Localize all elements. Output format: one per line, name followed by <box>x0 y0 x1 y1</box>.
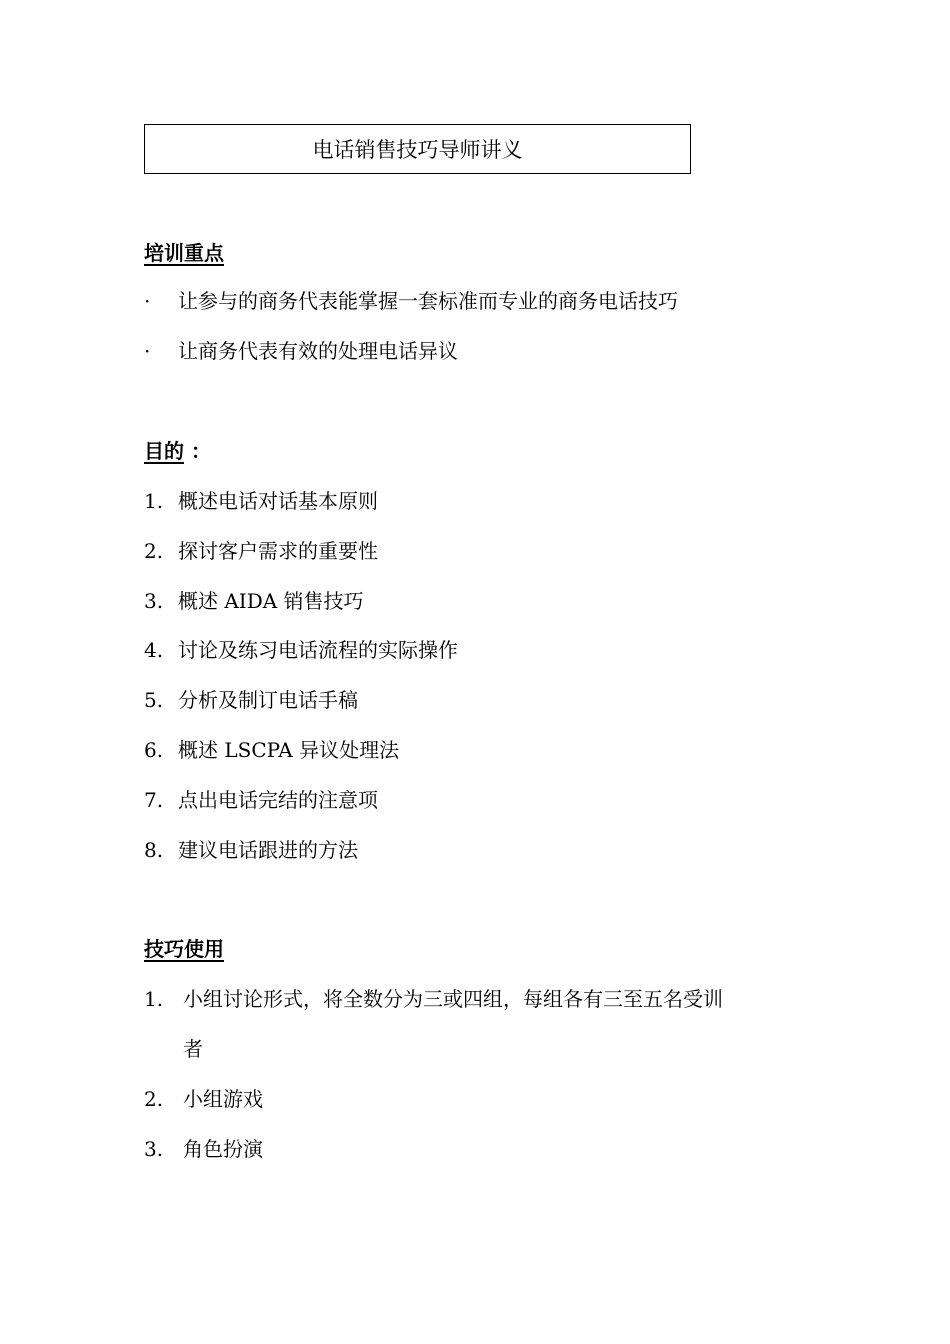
document-title: 电话销售技巧导师讲义 <box>312 138 523 162</box>
techniques-heading-text: 技巧使用 <box>144 937 224 961</box>
purpose-item-text: 探讨客户需求的重要性 <box>178 539 378 563</box>
bullet-mark: · <box>144 289 151 313</box>
item-number: 1. <box>144 489 164 513</box>
purpose-item-text: 概述 AIDA 销售技巧 <box>178 589 364 613</box>
focus-heading <box>144 240 224 266</box>
item-number: 3. <box>144 589 164 613</box>
item-number: 5. <box>144 688 164 712</box>
focus-heading-text: 培训重点 <box>144 241 224 265</box>
item-number: 6. <box>144 738 164 762</box>
focus-item-text: 让商务代表有效的处理电话异议 <box>178 339 458 363</box>
purpose-heading <box>144 438 211 464</box>
item-number: 3. <box>144 1137 164 1161</box>
technique-item-text: 小组讨论形式，将全数分为三或四组，每组各有三至五名受训 <box>183 987 723 1011</box>
item-number: 4. <box>144 638 164 662</box>
technique-item-text: 小组游戏 <box>183 1087 263 1111</box>
item-number: 2. <box>144 539 164 563</box>
bullet-mark: · <box>144 339 151 363</box>
technique-item-text: 角色扮演 <box>183 1137 263 1161</box>
item-number: 1. <box>144 987 164 1011</box>
techniques-heading <box>144 936 224 962</box>
purpose-item-text: 建议电话跟进的方法 <box>178 838 358 862</box>
purpose-item-text: 概述 LSCPA 异议处理法 <box>178 738 400 762</box>
purpose-item-text: 分析及制订电话手稿 <box>178 688 358 712</box>
document-title-box <box>144 124 691 174</box>
purpose-item-text: 点出电话完结的注意项 <box>178 788 378 812</box>
purpose-heading-text: 目的 <box>144 439 184 463</box>
item-number: 2. <box>144 1087 164 1111</box>
focus-item-text: 让参与的商务代表能掌握一套标准而专业的商务电话技巧 <box>178 289 678 313</box>
purpose-item-text: 讨论及练习电话流程的实际操作 <box>178 638 458 662</box>
purpose-item-text: 概述电话对话基本原则 <box>178 489 378 513</box>
item-number: 7. <box>144 788 164 812</box>
technique-item-continuation: 者 <box>183 1037 203 1061</box>
purpose-heading-colon: ： <box>190 439 211 463</box>
item-number: 8. <box>144 838 164 862</box>
